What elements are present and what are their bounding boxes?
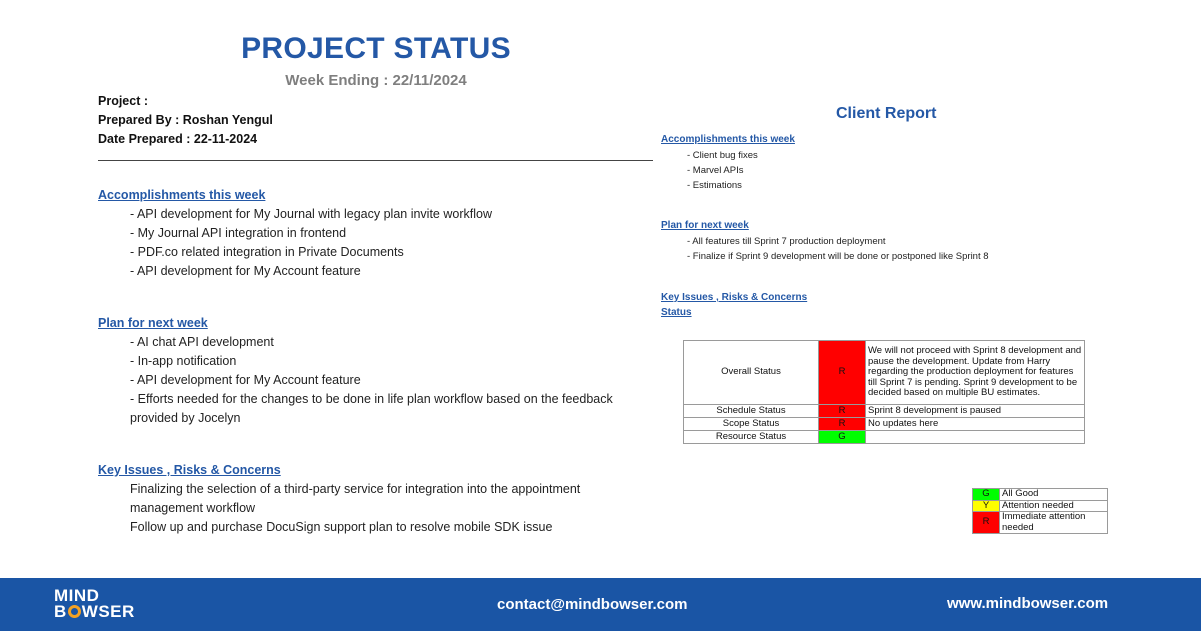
- issues-heading: Key Issues , Risks & Concerns: [98, 463, 281, 477]
- list-item: - API development for My Journal with legacy plan invite workflow: [130, 207, 492, 221]
- list-item: - PDF.co related integration in Private Documents: [130, 245, 404, 259]
- status-flag: R: [819, 418, 866, 431]
- client-issues-heading: Key Issues , Risks & Concerns: [661, 292, 808, 303]
- legend-row: [973, 512, 1108, 534]
- logo-line-2: [54, 604, 135, 620]
- status-table: [683, 340, 1085, 444]
- list-item: - Marvel APIs: [687, 165, 744, 176]
- status-label: Scope Status: [684, 418, 819, 431]
- logo-o-icon: [68, 605, 81, 618]
- website-link[interactable]: www.mindbowser.com: [947, 595, 1109, 612]
- week-ending: Week Ending : 22/11/2024: [285, 72, 467, 89]
- list-item: - AI chat API development: [130, 335, 274, 349]
- list-item: - API development for My Account feature: [130, 264, 361, 278]
- divider: [98, 160, 653, 161]
- issues-list: [130, 480, 650, 537]
- list-item: Follow up and purchase DocuSign support plan to resolve mobile SDK issue: [130, 520, 553, 534]
- status-note: No updates here: [866, 418, 1085, 431]
- contact-email-link[interactable]: contact@mindbowser.com: [497, 596, 688, 613]
- status-label: Overall Status: [684, 341, 819, 405]
- page-title: PROJECT STATUS: [241, 32, 511, 65]
- logo-letters: WSER: [81, 602, 135, 621]
- list-item: - All features till Sprint 7 production deployment: [687, 236, 886, 247]
- list-item: - Client bug fixes: [687, 150, 758, 161]
- status-flag: R: [819, 341, 866, 405]
- client-plan-heading: Plan for next week: [661, 220, 749, 231]
- client-accomplishments-heading: Accomplishments this week: [661, 134, 795, 145]
- list-item: - Efforts needed for the changes to be done in life plan workflow based on the feedback: [130, 392, 613, 406]
- accomplishments-list: [130, 205, 650, 281]
- client-status-heading: Status: [661, 307, 692, 318]
- client-accomplishments-list: [687, 148, 758, 193]
- prepared-by: Prepared By : Roshan Yengul: [98, 113, 273, 127]
- list-item: - My Journal API integration in frontend: [130, 226, 347, 240]
- list-item: management workflow: [130, 501, 256, 515]
- logo-letter: B: [54, 602, 67, 621]
- plan-heading: Plan for next week: [98, 316, 208, 330]
- project-label: Project :: [98, 94, 149, 108]
- list-item: - API development for My Account feature: [130, 373, 361, 387]
- status-flag: R: [819, 405, 866, 418]
- table-row: [684, 405, 1085, 418]
- plan-list: [130, 333, 650, 428]
- date-prepared: Date Prepared : 22-11-2024: [98, 132, 258, 146]
- status-label: Resource Status: [684, 431, 819, 444]
- status-note: Sprint 8 development is paused: [866, 405, 1085, 418]
- mindbowser-logo[interactable]: [54, 588, 135, 620]
- legend-flag: Y: [973, 500, 1000, 512]
- status-label: Schedule Status: [684, 405, 819, 418]
- legend-text: Attention needed: [1000, 500, 1108, 512]
- status-flag: G: [819, 431, 866, 444]
- legend-row: [973, 500, 1108, 512]
- accomplishments-heading: Accomplishments this week: [98, 188, 266, 202]
- list-item: - Finalize if Sprint 9 development will be done or postponed like Sprint 8: [687, 251, 989, 262]
- status-legend: [972, 488, 1108, 534]
- table-row: [684, 431, 1085, 444]
- list-item: - Estimations: [687, 180, 742, 191]
- table-row: [684, 418, 1085, 431]
- legend-flag: G: [973, 489, 1000, 501]
- logo-line-1: MIND: [54, 586, 100, 605]
- legend-flag: R: [973, 512, 1000, 534]
- table-row: [684, 341, 1085, 405]
- legend-text: All Good: [1000, 489, 1108, 501]
- list-item: - In-app notification: [130, 354, 237, 368]
- status-note: We will not proceed with Sprint 8 development and pause the development. Update from Harry regarding the production deployment for features till Sprint 7 is pending. Sprint 9 development to be decided based on multiple BU estimates.: [866, 341, 1085, 405]
- legend-text: Immediate attention needed: [1000, 512, 1108, 534]
- list-item: provided by Jocelyn: [130, 411, 241, 425]
- status-note: [866, 431, 1085, 444]
- client-plan-list: [687, 234, 989, 264]
- legend-row: [973, 489, 1108, 501]
- list-item: Finalizing the selection of a third-party service for integration into the appointment: [130, 482, 581, 496]
- client-report-title: Client Report: [836, 105, 937, 122]
